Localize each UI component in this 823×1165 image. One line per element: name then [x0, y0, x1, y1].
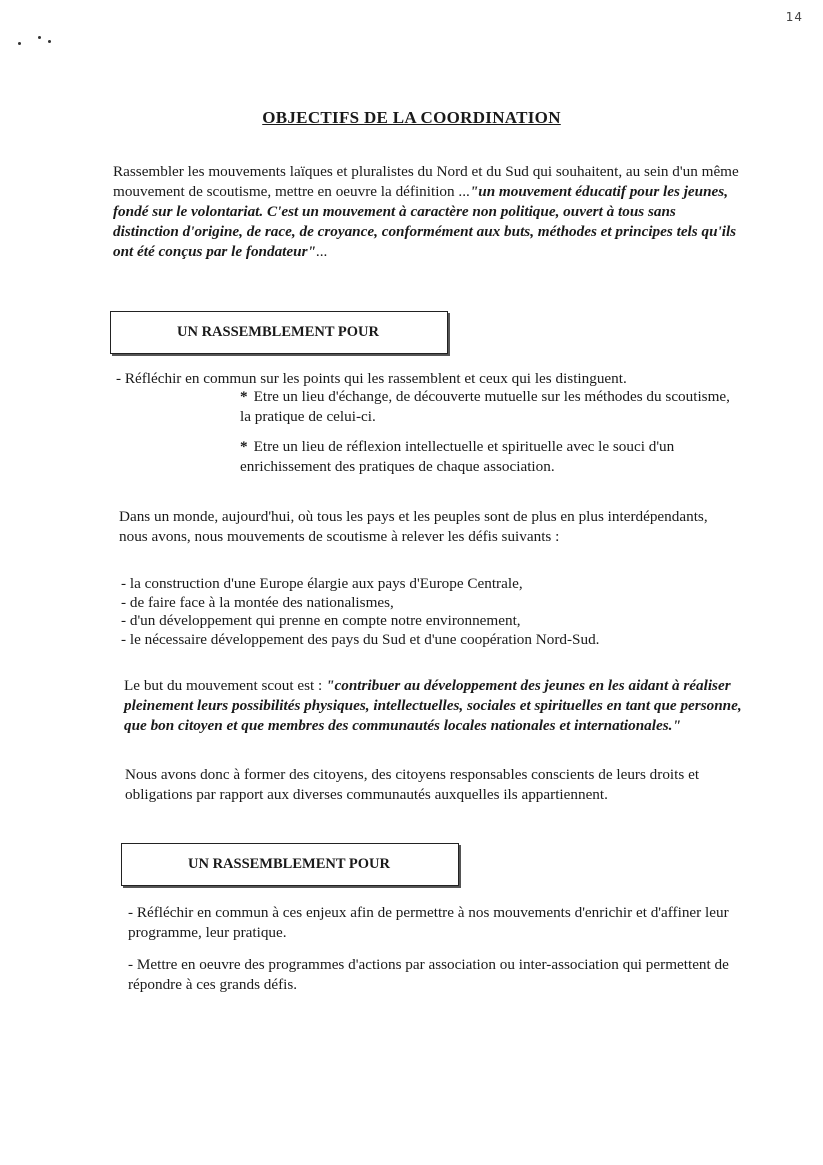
section-heading-1: [110, 311, 448, 354]
section-heading-1-label: UN RASSEMBLEMENT POUR: [177, 324, 379, 340]
intro-tail: ...: [315, 243, 328, 260]
section1-bullet: [240, 437, 740, 477]
goal-quote: "contribuer au développement des jeunes en les aidant à réaliser pleinement leurs possibilités physiques, intellectuelles, sociales et spirituelles en tant que personne, que bon citoyen et que membres des communautés locales nationales et internationales.": [124, 677, 742, 734]
asterisk-icon: *: [240, 388, 248, 405]
citizens-paragraph: Nous avons donc à former des citoyens, des citoyens responsables conscients de leurs droits et obligations par rapport aux diverses communautés auxquelles ils appartiennent.: [125, 766, 700, 803]
intro-text: Rassembler les mouvements laïques et pluralistes du Nord et du Sud qui souhaitent, au sein d'un même mouvement de scoutisme, mettre en oeuvre la définition ...: [113, 163, 739, 200]
section1-bullet-text: Etre un lieu de réflexion intellectuelle et spirituelle avec le souci d'un enrichissement des pratiques de chaque association.: [240, 438, 675, 475]
page-title: OBJECTIFS DE LA COORDINATION: [262, 108, 561, 127]
asterisk-icon: *: [240, 438, 248, 455]
challenges-list: [121, 575, 761, 649]
section1-bullet: [240, 387, 740, 427]
section-heading-2-label: UN RASSEMBLEMENT POUR: [188, 856, 390, 872]
scan-speck: [48, 40, 51, 43]
section2-item: - Mettre en oeuvre des programmes d'actions par association ou inter-association qui permettent de répondre à ces grands défis.: [128, 956, 729, 993]
list-item: - d'un développement qui prenne en compte notre environnement,: [121, 612, 521, 629]
section1-lead: - Réfléchir en commun sur les points qui les rassemblent et ceux qui les distinguent.: [116, 370, 627, 387]
context-paragraph: Dans un monde, aujourd'hui, où tous les pays et les peuples sont de plus en plus interdépendants, nous avons, nous mouvements de scoutisme à relever les défis suivants :: [119, 508, 708, 545]
list-item: - le nécessaire développement des pays du Sud et d'une coopération Nord-Sud.: [121, 630, 600, 648]
section1-bullet-text: Etre un lieu d'échange, de découverte mutuelle sur les méthodes du scoutisme, la pratique de celui-ci.: [240, 388, 730, 425]
scan-speck: [18, 42, 21, 45]
intro-paragraph: [113, 162, 745, 262]
section2-item: - Réfléchir en commun à ces enjeux afin de permettre à nos mouvements d'enrichir et d'affiner leur programme, leur pratique.: [128, 904, 729, 941]
goal-paragraph: [124, 676, 756, 736]
section-heading-2: [121, 843, 459, 886]
list-item: - la construction d'une Europe élargie aux pays d'Europe Centrale,: [121, 575, 523, 592]
goal-text: Le but du mouvement scout est :: [124, 677, 327, 694]
scan-speck: [38, 36, 41, 39]
list-item: - de faire face à la montée des nationalismes,: [121, 593, 394, 611]
page-number: 14: [785, 10, 803, 24]
intro-quote: "un mouvement éducatif pour les jeunes, fondé sur le volontariat. C'est un mouvement à caractère non politique, ouvert à tous sans distinction d'origine, de race, de croyance, conformément aux buts, méthodes et principes tels qu'ils ont été conçus par le fondateur": [113, 183, 737, 260]
